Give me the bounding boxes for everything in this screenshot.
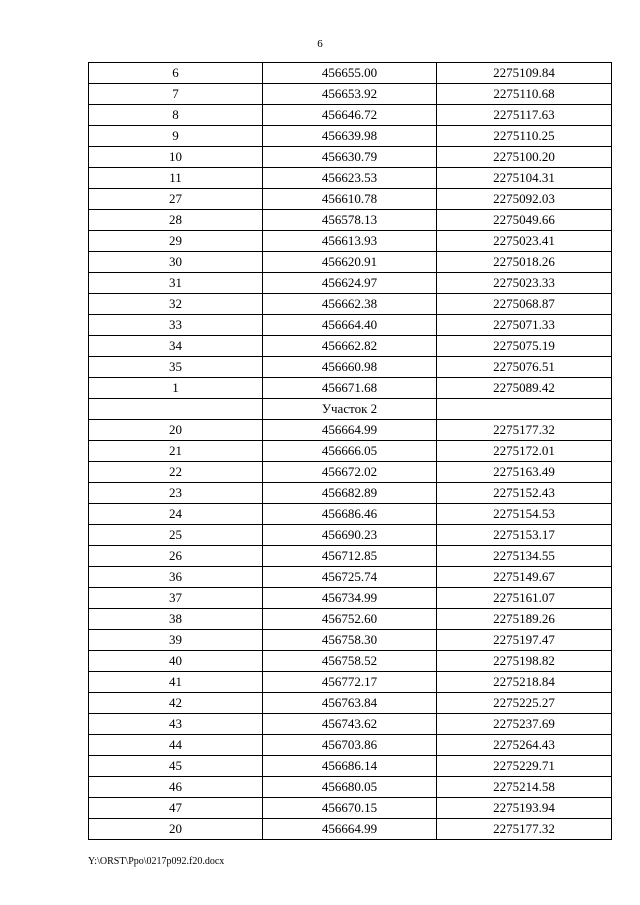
point-number-cell: 41 <box>89 672 263 693</box>
x-coordinate-cell: 456686.14 <box>263 756 437 777</box>
point-number-cell: 39 <box>89 630 263 651</box>
x-coordinate-cell: 456752.60 <box>263 609 437 630</box>
page-number: 6 <box>317 38 323 50</box>
table-row <box>89 714 612 735</box>
table-row <box>89 630 612 651</box>
x-coordinate-cell: 456653.92 <box>263 84 437 105</box>
table-row <box>89 189 612 210</box>
y-coordinate-cell: 2275197.47 <box>437 630 612 651</box>
point-number-cell: 10 <box>89 147 263 168</box>
x-coordinate-cell: 456743.62 <box>263 714 437 735</box>
point-number-cell: 40 <box>89 651 263 672</box>
table-row <box>89 798 612 819</box>
x-coordinate-cell: 456666.05 <box>263 441 437 462</box>
table-row <box>89 441 612 462</box>
y-coordinate-cell: 2275152.43 <box>437 483 612 504</box>
table-row <box>89 105 612 126</box>
x-coordinate-cell: 456680.05 <box>263 777 437 798</box>
coordinates-table <box>88 62 612 840</box>
table-row <box>89 63 612 84</box>
x-coordinate-cell: 456703.86 <box>263 735 437 756</box>
y-coordinate-cell: 2275071.33 <box>437 315 612 336</box>
table-row <box>89 84 612 105</box>
x-coordinate-cell: 456655.00 <box>263 63 437 84</box>
table-row <box>89 756 612 777</box>
point-number-cell: 43 <box>89 714 263 735</box>
y-coordinate-cell: 2275163.49 <box>437 462 612 483</box>
point-number-cell: 33 <box>89 315 263 336</box>
x-coordinate-cell: 456725.74 <box>263 567 437 588</box>
x-coordinate-cell: 456610.78 <box>263 189 437 210</box>
x-coordinate-cell: Участок 2 <box>263 399 437 420</box>
x-coordinate-cell: 456624.97 <box>263 273 437 294</box>
coordinates-table-body <box>89 63 612 840</box>
table-row <box>89 336 612 357</box>
point-number-cell: 1 <box>89 378 263 399</box>
table-row <box>89 504 612 525</box>
point-number-cell: 27 <box>89 189 263 210</box>
table-row <box>89 126 612 147</box>
x-coordinate-cell: 456660.98 <box>263 357 437 378</box>
y-coordinate-cell: 2275198.82 <box>437 651 612 672</box>
point-number-cell: 23 <box>89 483 263 504</box>
x-coordinate-cell: 456690.23 <box>263 525 437 546</box>
table-row <box>89 735 612 756</box>
y-coordinate-cell: 2275218.84 <box>437 672 612 693</box>
y-coordinate-cell: 2275149.67 <box>437 567 612 588</box>
y-coordinate-cell: 2275177.32 <box>437 420 612 441</box>
point-number-cell: 9 <box>89 126 263 147</box>
table-row <box>89 399 612 420</box>
y-coordinate-cell: 2275049.66 <box>437 210 612 231</box>
point-number-cell: 7 <box>89 84 263 105</box>
point-number-cell: 6 <box>89 63 263 84</box>
point-number-cell: 47 <box>89 798 263 819</box>
table-row <box>89 231 612 252</box>
point-number-cell: 26 <box>89 546 263 567</box>
table-row <box>89 819 612 840</box>
x-coordinate-cell: 456662.38 <box>263 294 437 315</box>
y-coordinate-cell: 2275177.32 <box>437 819 612 840</box>
point-number-cell: 25 <box>89 525 263 546</box>
x-coordinate-cell: 456664.99 <box>263 819 437 840</box>
y-coordinate-cell: 2275189.26 <box>437 609 612 630</box>
y-coordinate-cell: 2275172.01 <box>437 441 612 462</box>
point-number-cell: 30 <box>89 252 263 273</box>
y-coordinate-cell: 2275023.33 <box>437 273 612 294</box>
x-coordinate-cell: 456758.52 <box>263 651 437 672</box>
point-number-cell: 34 <box>89 336 263 357</box>
point-number-cell <box>89 399 263 420</box>
y-coordinate-cell: 2275214.58 <box>437 777 612 798</box>
point-number-cell: 28 <box>89 210 263 231</box>
y-coordinate-cell: 2275264.43 <box>437 735 612 756</box>
y-coordinate-cell: 2275110.25 <box>437 126 612 147</box>
y-coordinate-cell: 2275225.27 <box>437 693 612 714</box>
y-coordinate-cell: 2275110.68 <box>437 84 612 105</box>
y-coordinate-cell: 2275117.63 <box>437 105 612 126</box>
y-coordinate-cell: 2275237.69 <box>437 714 612 735</box>
y-coordinate-cell <box>437 399 612 420</box>
x-coordinate-cell: 456630.79 <box>263 147 437 168</box>
y-coordinate-cell: 2275075.19 <box>437 336 612 357</box>
table-row <box>89 168 612 189</box>
table-row <box>89 252 612 273</box>
y-coordinate-cell: 2275092.03 <box>437 189 612 210</box>
x-coordinate-cell: 456763.84 <box>263 693 437 714</box>
x-coordinate-cell: 456646.72 <box>263 105 437 126</box>
x-coordinate-cell: 456662.82 <box>263 336 437 357</box>
y-coordinate-cell: 2275089.42 <box>437 378 612 399</box>
point-number-cell: 38 <box>89 609 263 630</box>
point-number-cell: 24 <box>89 504 263 525</box>
x-coordinate-cell: 456578.13 <box>263 210 437 231</box>
point-number-cell: 32 <box>89 294 263 315</box>
y-coordinate-cell: 2275023.41 <box>437 231 612 252</box>
table-row <box>89 588 612 609</box>
x-coordinate-cell: 456623.53 <box>263 168 437 189</box>
x-coordinate-cell: 456664.99 <box>263 420 437 441</box>
point-number-cell: 45 <box>89 756 263 777</box>
y-coordinate-cell: 2275229.71 <box>437 756 612 777</box>
table-row <box>89 315 612 336</box>
y-coordinate-cell: 2275100.20 <box>437 147 612 168</box>
table-row <box>89 483 612 504</box>
x-coordinate-cell: 456671.68 <box>263 378 437 399</box>
point-number-cell: 37 <box>89 588 263 609</box>
point-number-cell: 21 <box>89 441 263 462</box>
x-coordinate-cell: 456758.30 <box>263 630 437 651</box>
table-row <box>89 273 612 294</box>
y-coordinate-cell: 2275193.94 <box>437 798 612 819</box>
x-coordinate-cell: 456620.91 <box>263 252 437 273</box>
point-number-cell: 46 <box>89 777 263 798</box>
y-coordinate-cell: 2275076.51 <box>437 357 612 378</box>
y-coordinate-cell: 2275109.84 <box>437 63 612 84</box>
y-coordinate-cell: 2275154.53 <box>437 504 612 525</box>
table-row <box>89 567 612 588</box>
table-row <box>89 546 612 567</box>
table-row <box>89 420 612 441</box>
y-coordinate-cell: 2275104.31 <box>437 168 612 189</box>
table-row <box>89 210 612 231</box>
x-coordinate-cell: 456639.98 <box>263 126 437 147</box>
point-number-cell: 29 <box>89 231 263 252</box>
x-coordinate-cell: 456734.99 <box>263 588 437 609</box>
table-row <box>89 147 612 168</box>
table-row <box>89 462 612 483</box>
point-number-cell: 20 <box>89 420 263 441</box>
point-number-cell: 11 <box>89 168 263 189</box>
point-number-cell: 35 <box>89 357 263 378</box>
y-coordinate-cell: 2275068.87 <box>437 294 612 315</box>
point-number-cell: 20 <box>89 819 263 840</box>
table-row <box>89 525 612 546</box>
table-row <box>89 609 612 630</box>
table-row <box>89 693 612 714</box>
point-number-cell: 42 <box>89 693 263 714</box>
table-row <box>89 651 612 672</box>
footer-file-path: Y:\ORST\Ppo\0217p092.f20.docx <box>88 856 225 867</box>
point-number-cell: 31 <box>89 273 263 294</box>
point-number-cell: 8 <box>89 105 263 126</box>
x-coordinate-cell: 456712.85 <box>263 546 437 567</box>
x-coordinate-cell: 456664.40 <box>263 315 437 336</box>
x-coordinate-cell: 456613.93 <box>263 231 437 252</box>
x-coordinate-cell: 456672.02 <box>263 462 437 483</box>
point-number-cell: 36 <box>89 567 263 588</box>
table-row <box>89 294 612 315</box>
table-row <box>89 378 612 399</box>
x-coordinate-cell: 456772.17 <box>263 672 437 693</box>
y-coordinate-cell: 2275018.26 <box>437 252 612 273</box>
y-coordinate-cell: 2275153.17 <box>437 525 612 546</box>
table-row <box>89 672 612 693</box>
table-row <box>89 777 612 798</box>
y-coordinate-cell: 2275161.07 <box>437 588 612 609</box>
x-coordinate-cell: 456682.89 <box>263 483 437 504</box>
x-coordinate-cell: 456686.46 <box>263 504 437 525</box>
x-coordinate-cell: 456670.15 <box>263 798 437 819</box>
table-row <box>89 357 612 378</box>
point-number-cell: 44 <box>89 735 263 756</box>
y-coordinate-cell: 2275134.55 <box>437 546 612 567</box>
point-number-cell: 22 <box>89 462 263 483</box>
